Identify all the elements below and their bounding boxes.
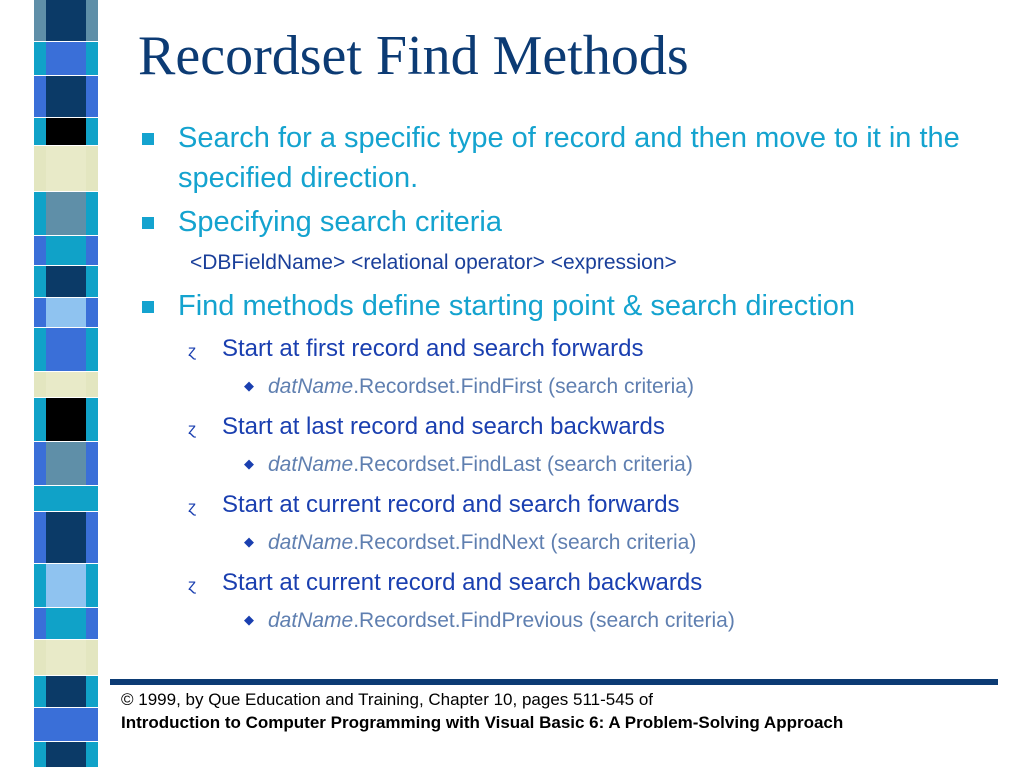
method-code: .Recordset.FindLast (search criteria) xyxy=(353,453,693,476)
stripe-segment xyxy=(34,564,98,608)
stripe-segment xyxy=(34,398,98,442)
stripe-segment xyxy=(34,640,98,676)
square-bullet-icon xyxy=(142,217,154,229)
stripe-segment xyxy=(34,266,98,298)
bullet-item xyxy=(140,118,1000,198)
z-bullet-icon: ɀ xyxy=(188,342,196,360)
stripe-segment xyxy=(34,236,98,266)
stripe-segment xyxy=(34,708,98,742)
sub-bullet-text: Start at first record and search forwards xyxy=(222,335,644,362)
method-code: .Recordset.FindFirst (search criteria) xyxy=(353,375,694,398)
method-item xyxy=(140,368,1000,406)
method-item xyxy=(140,524,1000,562)
method-code: .Recordset.FindNext (search criteria) xyxy=(353,531,697,554)
stripe-segment xyxy=(34,76,98,118)
sub-bullet-item xyxy=(140,330,1000,368)
sub-bullet-text: Start at current record and search backwards xyxy=(222,569,703,596)
z-bullet-icon: ɀ xyxy=(188,420,196,438)
stripe-segment xyxy=(34,742,98,768)
sub-bullet-text: Start at current record and search forwards xyxy=(222,491,680,518)
method-prefix: datName xyxy=(268,609,354,632)
stripe-segment xyxy=(34,442,98,486)
decorative-stripe xyxy=(34,0,98,768)
method-code: .Recordset.FindPrevious (search criteria) xyxy=(353,609,735,632)
stripe-segment xyxy=(34,676,98,708)
stripe-segment xyxy=(34,0,98,42)
bullet-text: Search for a specific type of record and then move to it in the specified direction. xyxy=(178,122,960,194)
slide-title: Recordset Find Methods xyxy=(138,25,689,87)
stripe-segment xyxy=(34,298,98,328)
square-bullet-icon xyxy=(142,301,154,313)
diamond-bullet-icon: ◆ xyxy=(244,535,254,550)
footer-book-title: Introduction to Computer Programming with Visual Basic 6: A Problem-Solving Approach xyxy=(121,713,844,732)
square-bullet-icon xyxy=(142,133,154,145)
footer-line-1: © 1999, by Que Education and Training, Chapter 10, pages 511-545 of xyxy=(121,690,654,709)
stripe-segment xyxy=(34,486,98,512)
method-prefix: datName xyxy=(268,375,354,398)
bullet-item xyxy=(140,202,1000,242)
bullet-text: Specifying search criteria xyxy=(178,206,502,238)
bullet-text: Find methods define starting point & search direction xyxy=(178,290,856,322)
stripe-segment xyxy=(34,118,98,146)
search-criteria-syntax: <DBFieldName> <relational operator> <expression> xyxy=(190,251,677,274)
stripe-segment xyxy=(34,146,98,192)
stripe-segment xyxy=(34,192,98,236)
diamond-bullet-icon: ◆ xyxy=(244,457,254,472)
footer-divider xyxy=(110,679,998,685)
diamond-bullet-icon: ◆ xyxy=(244,613,254,628)
sub-bullet-item xyxy=(140,564,1000,602)
diamond-bullet-icon: ◆ xyxy=(244,379,254,394)
method-prefix: datName xyxy=(268,453,354,476)
method-item xyxy=(140,446,1000,484)
sub-bullet-text: Start at last record and search backwards xyxy=(222,413,665,440)
stripe-segment xyxy=(34,372,98,398)
z-bullet-icon: ɀ xyxy=(188,576,196,594)
z-bullet-icon: ɀ xyxy=(188,498,196,516)
sub-bullet-item xyxy=(140,408,1000,446)
footer-citation xyxy=(121,688,843,734)
method-item xyxy=(140,602,1000,640)
sub-bullet-item xyxy=(140,486,1000,524)
stripe-segment xyxy=(34,608,98,640)
method-prefix: datName xyxy=(268,531,354,554)
stripe-segment xyxy=(34,328,98,372)
bullet-item xyxy=(140,286,1000,326)
stripe-segment xyxy=(34,42,98,76)
stripe-segment xyxy=(34,512,98,564)
slide-body xyxy=(140,118,1000,640)
